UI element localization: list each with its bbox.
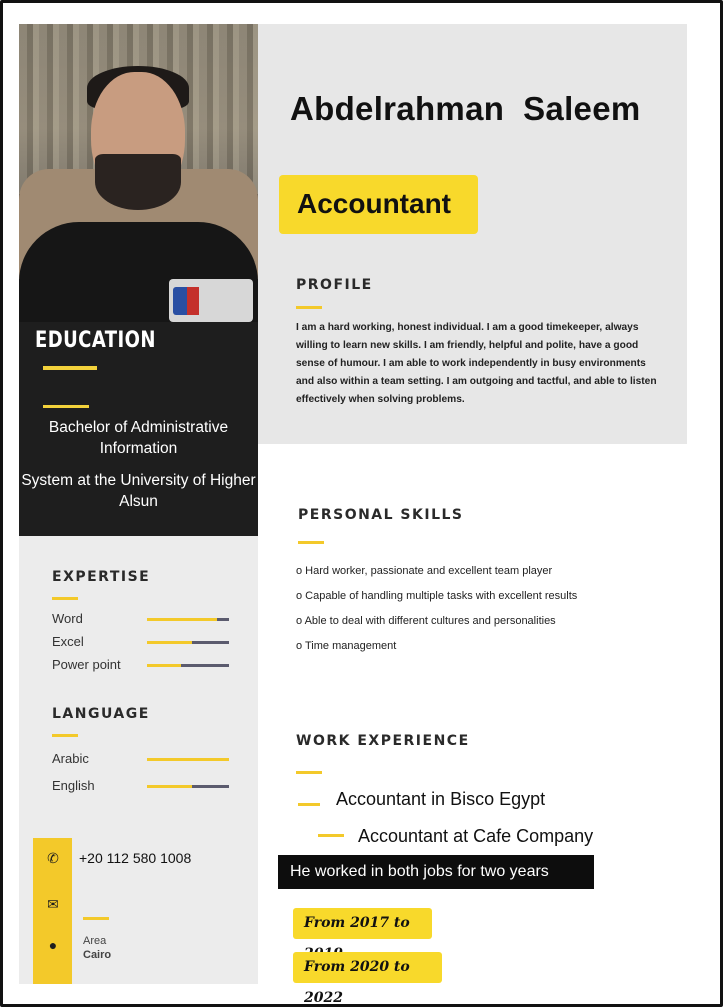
- skill-level-bar: [147, 785, 229, 788]
- education-title: EDUCATION: [35, 328, 156, 353]
- job-2: Accountant at Cafe Company: [358, 826, 594, 846]
- profile-title: PROFILE: [296, 277, 373, 293]
- profile-text: I am a hard working, honest individual. I am a good timekeeper, always willing to learn new skills. I am friendly, helpful and polite, have a good sense of humour. I am able to work independently in busy environments and also within a team setting. I am outgoing and tactful, and able to listen effectively when solving problems.: [296, 322, 657, 405]
- area-value: Cairo: [83, 949, 112, 961]
- skill-level-fill: [147, 785, 192, 788]
- skill-row: [52, 776, 232, 796]
- mail-icon: ✉: [47, 896, 59, 912]
- personal-skill-item: o Hard worker, passionate and excellent team player: [296, 565, 553, 577]
- header-panel: [258, 24, 687, 444]
- area-label: Area: [83, 935, 107, 947]
- education-accent-bar: [43, 366, 97, 370]
- profile-dash: [296, 306, 322, 309]
- skill-name: Word: [52, 611, 83, 626]
- personal-skill-item: o Capable of handling multiple tasks with excellent results: [296, 590, 578, 602]
- education-accent-bar-small: [43, 405, 89, 408]
- phone-icon: ✆: [47, 850, 59, 866]
- personal-skills-dash: [298, 541, 324, 544]
- role-badge: [279, 175, 478, 234]
- skill-row: [52, 749, 232, 769]
- job-dash-1: [298, 803, 320, 806]
- candidate-name: Abdelrahman Saleem: [290, 90, 641, 127]
- area-info: [83, 934, 111, 962]
- skill-name: Excel: [52, 634, 84, 649]
- skill-row: [52, 632, 232, 652]
- skill-level-fill: [147, 618, 217, 621]
- personal-skill-item: o Time management: [296, 640, 397, 652]
- role-title: Accountant: [297, 188, 451, 219]
- personal-skill-item: o Able to deal with different cultures and personalities: [296, 615, 556, 627]
- shirt-logo: [169, 279, 253, 322]
- area-dash: [83, 917, 109, 920]
- period-2: From 2020 to 2022: [293, 952, 442, 983]
- skill-name: Power point: [52, 657, 121, 672]
- skill-level-bar: [147, 664, 229, 667]
- phone-number: +20 112 580 1008: [79, 850, 192, 866]
- education-degree: Bachelor of Administrative Information: [48, 419, 229, 457]
- job-1: Accountant in Bisco Egypt: [336, 789, 546, 809]
- expertise-dash: [52, 597, 78, 600]
- skill-row: [52, 609, 232, 629]
- period-1: From 2017 to: [293, 908, 432, 939]
- work-experience-title: WORK EXPERIENCE: [296, 733, 470, 749]
- skill-level-bar: [147, 618, 229, 621]
- skill-level-fill: [147, 664, 181, 667]
- personal-skills-title: PERSONAL SKILLS: [298, 507, 464, 523]
- skill-row: [52, 655, 232, 675]
- work-experience-dash: [296, 771, 322, 774]
- skill-name: Arabic: [52, 751, 89, 766]
- job-dash-2: [318, 834, 344, 837]
- skill-level-bar: [147, 758, 229, 761]
- skill-level-bar: [147, 641, 229, 644]
- location-pin-icon: ●: [48, 937, 58, 953]
- skill-level-fill: [147, 641, 192, 644]
- language-dash: [52, 734, 78, 737]
- contact-icon-strip: [33, 838, 72, 984]
- language-title: LANGUAGE: [52, 706, 150, 722]
- left-column: [19, 24, 258, 984]
- education-section: [19, 322, 258, 536]
- skill-level-fill: [147, 758, 229, 761]
- expertise-title: EXPERTISE: [52, 569, 151, 585]
- work-duration-note: He worked in both jobs for two years: [278, 855, 594, 889]
- skill-name: English: [52, 778, 95, 793]
- profile-photo: [19, 24, 258, 322]
- education-university: System at the University of Higher Alsun: [21, 472, 256, 510]
